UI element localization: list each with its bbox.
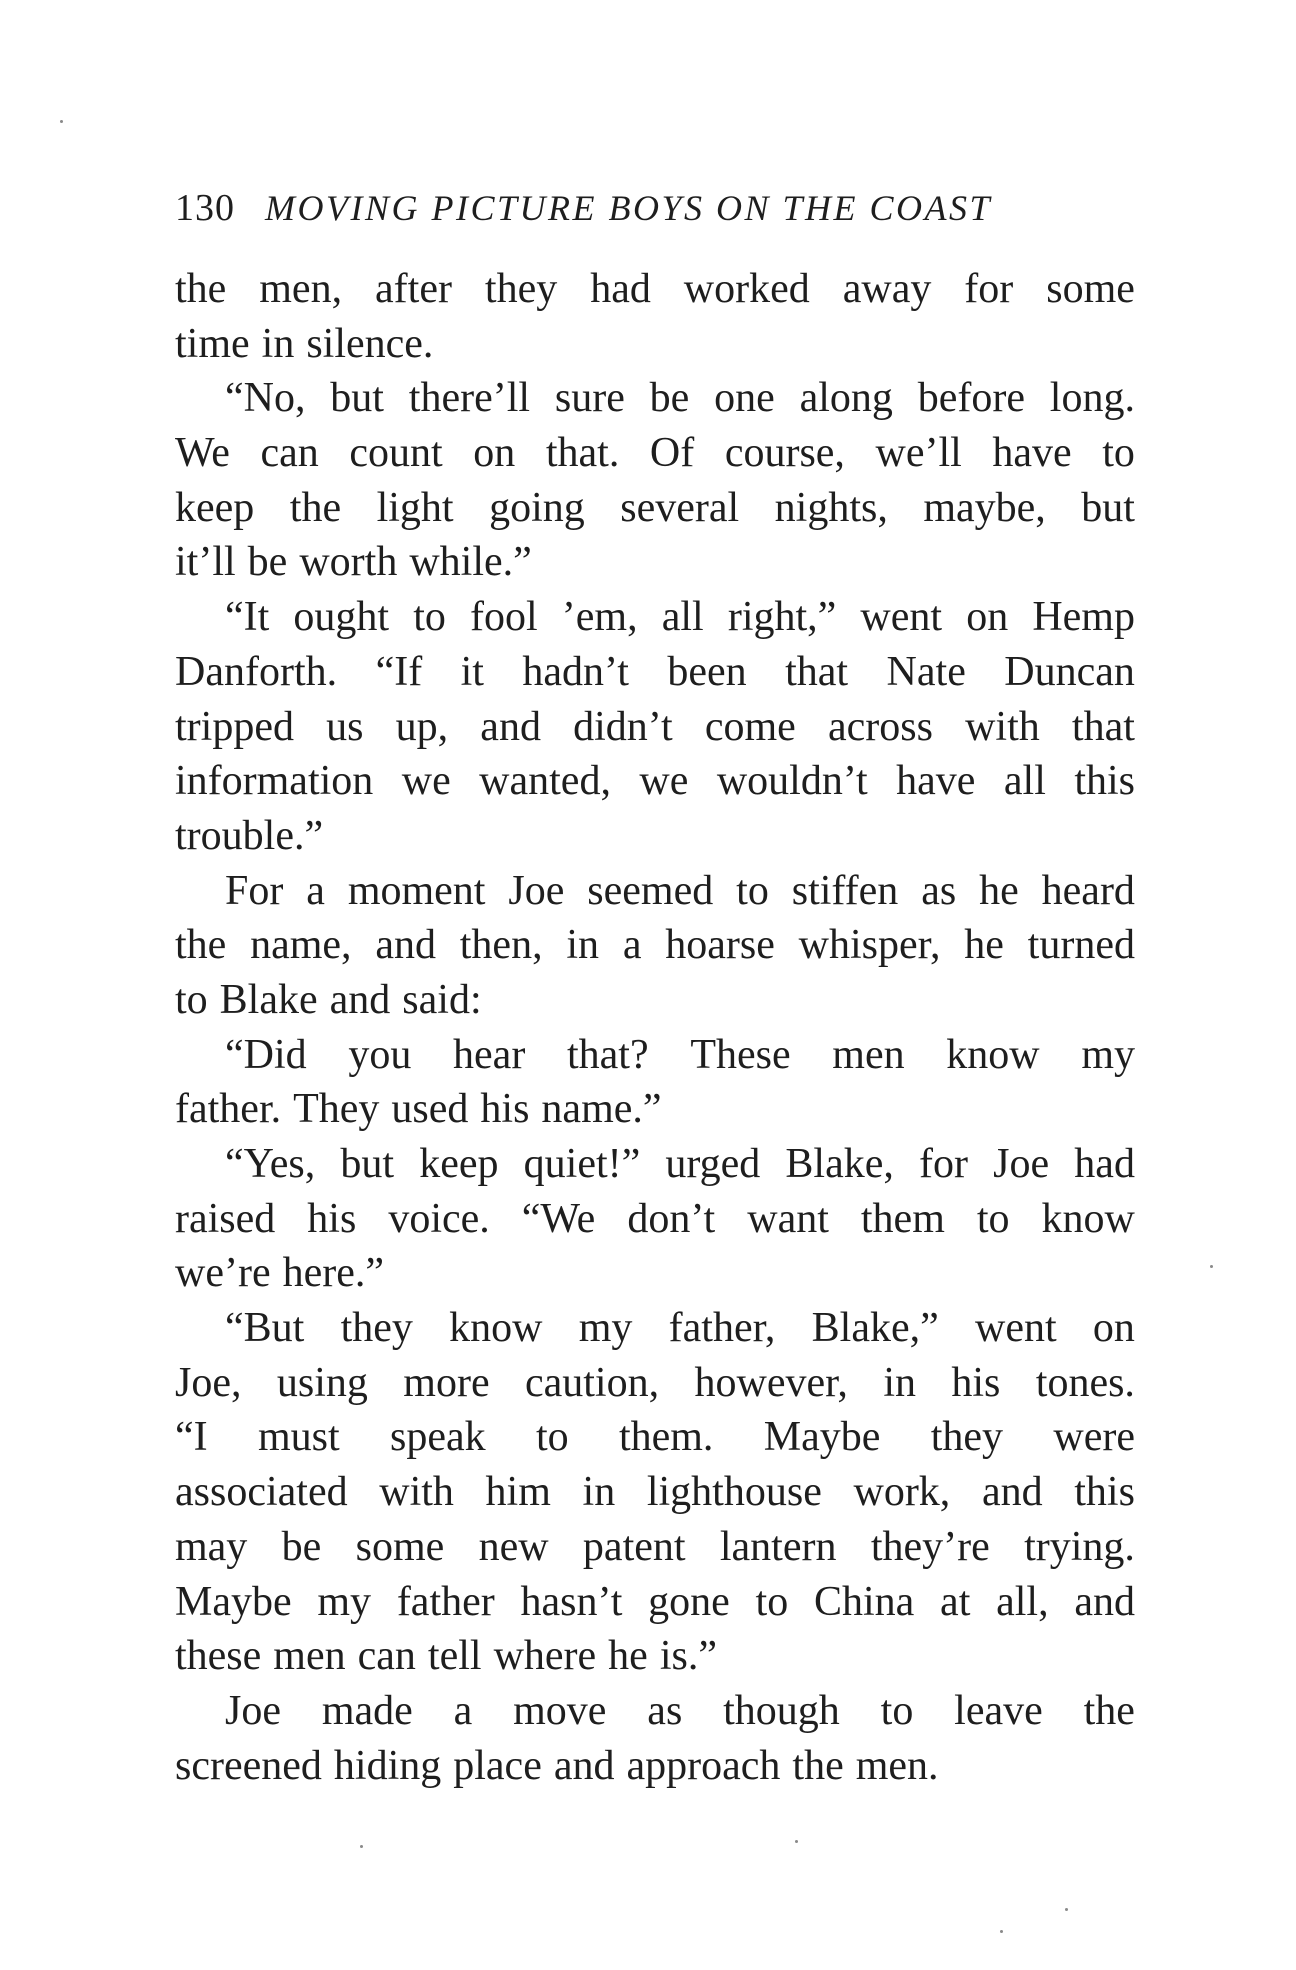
word: hasn’t (520, 1578, 623, 1625)
word: with (379, 1469, 454, 1516)
word: worth (299, 539, 398, 586)
text-line (175, 918, 1135, 973)
word: though (723, 1687, 840, 1734)
word: men. (855, 1742, 939, 1789)
word: “Did (225, 1031, 307, 1078)
word: them. (618, 1414, 714, 1461)
word: ’em, (561, 594, 638, 641)
word: my (1081, 1031, 1135, 1078)
word: he (964, 922, 1004, 969)
word: father (396, 1578, 495, 1625)
word: wanted, (479, 758, 611, 805)
word: this (1074, 1469, 1135, 1516)
word: you (348, 1031, 412, 1078)
word: they (484, 266, 558, 312)
word: fool (470, 594, 538, 641)
text-line (175, 1246, 1135, 1301)
word: know (1041, 1195, 1135, 1242)
word: may (175, 1523, 248, 1570)
word: they (340, 1305, 413, 1352)
word: “Yes, (225, 1141, 316, 1187)
word: “But (225, 1305, 305, 1352)
word: sure (554, 375, 625, 422)
word: it’ll (175, 539, 236, 586)
word: some (1046, 266, 1135, 312)
word: my (578, 1305, 633, 1352)
word: time (175, 320, 250, 367)
word: “If (375, 648, 423, 695)
text-line (175, 864, 1135, 919)
word: however, (694, 1359, 848, 1406)
word: hear (453, 1031, 526, 1078)
word: we (401, 758, 451, 805)
word: quiet!” (523, 1141, 641, 1187)
word: maybe, (923, 484, 1046, 531)
word: them (860, 1195, 945, 1242)
word: Hemp (1032, 594, 1135, 641)
word: while.” (409, 539, 532, 586)
word: where (493, 1633, 597, 1680)
word: on (473, 430, 516, 477)
word: for (919, 1141, 969, 1187)
word: silence. (306, 320, 434, 367)
word: “No, (225, 375, 306, 422)
word: be (281, 1523, 322, 1570)
word: up, (395, 703, 449, 750)
text-line (175, 590, 1135, 645)
word: across (827, 703, 933, 750)
word: Joe (225, 1687, 281, 1734)
word: information (175, 758, 374, 805)
word: all, (996, 1578, 1049, 1625)
word: several (620, 484, 740, 531)
word: his (307, 1195, 357, 1242)
word: that? (567, 1031, 649, 1078)
text-line (175, 535, 1135, 590)
word: we (639, 758, 689, 805)
word: can (357, 1633, 416, 1680)
word: and (329, 976, 391, 1023)
word: name, (250, 922, 352, 969)
word: caution, (524, 1359, 660, 1406)
word: name.” (541, 1086, 662, 1133)
word: to (736, 867, 769, 914)
word: the (175, 266, 227, 312)
word: know (449, 1305, 543, 1352)
page-number: 130 (175, 187, 235, 229)
book-title: MOVING PICTURE BOYS ON THE COAST (265, 188, 993, 228)
word: hiding (333, 1742, 442, 1789)
word: gone (648, 1578, 730, 1625)
word: for (964, 266, 1014, 312)
word: voice. (388, 1195, 490, 1242)
word: Duncan (1004, 648, 1135, 695)
word: and (480, 703, 541, 750)
word: they (930, 1414, 1004, 1461)
word: it (460, 648, 484, 695)
word: work, (853, 1469, 951, 1516)
word: Of (649, 430, 695, 477)
word: away (842, 266, 932, 312)
word: trouble.” (175, 812, 324, 859)
word: had (1074, 1141, 1135, 1187)
word: to (755, 1578, 789, 1625)
word: before (917, 375, 1025, 422)
word: us (326, 703, 364, 750)
word: course, (724, 430, 845, 477)
word: said: (402, 976, 482, 1023)
word: new (478, 1523, 549, 1570)
word: turned (1027, 922, 1135, 969)
word: but (340, 1141, 395, 1187)
word: lantern (719, 1523, 837, 1570)
word: count (349, 430, 443, 477)
word: at (940, 1578, 971, 1625)
word: For (225, 867, 284, 914)
word: Blake, (785, 1141, 894, 1187)
word: “It (225, 594, 270, 641)
text-line (175, 973, 1135, 1028)
word: using (276, 1359, 368, 1406)
text-line (175, 700, 1135, 755)
word: They (293, 1086, 380, 1133)
word: didn’t (573, 703, 673, 750)
word: lighthouse (646, 1469, 822, 1516)
word: there’ll (408, 375, 531, 422)
word: but (1081, 484, 1135, 531)
word: men (832, 1031, 905, 1078)
word: “I (175, 1414, 208, 1461)
word: and (981, 1469, 1043, 1516)
word: heard (1041, 867, 1135, 914)
word: urged (665, 1141, 761, 1187)
text-line (175, 1356, 1135, 1411)
word: keep (419, 1141, 499, 1187)
word: come (704, 703, 796, 750)
word: used (391, 1086, 469, 1133)
word: then, (459, 922, 543, 969)
text-line (175, 1739, 1135, 1794)
word: and (375, 922, 436, 969)
word: Blake (219, 976, 318, 1023)
word: tell (427, 1633, 482, 1680)
word: is.” (659, 1633, 717, 1680)
word: and (553, 1742, 615, 1789)
word: this (1074, 758, 1135, 805)
word: know (946, 1031, 1040, 1078)
word: a (453, 1687, 473, 1734)
word: some (355, 1523, 445, 1570)
word: in (883, 1359, 916, 1406)
word: trying. (1024, 1523, 1135, 1570)
word: to (880, 1687, 914, 1734)
text-line (175, 754, 1135, 809)
text-line (175, 1575, 1135, 1630)
word: that (1071, 703, 1135, 750)
text-line (175, 809, 1135, 864)
text-line (175, 1410, 1135, 1465)
word: we’re (175, 1250, 271, 1297)
word: light (376, 484, 454, 531)
word: These (690, 1031, 791, 1078)
text-line (175, 1684, 1135, 1739)
word: Blake,” (811, 1305, 939, 1352)
word: along (799, 375, 893, 422)
word: don’t (627, 1195, 716, 1242)
word: after (375, 266, 452, 312)
word: associated (175, 1469, 348, 1516)
word: that (785, 648, 849, 695)
text-line (175, 1465, 1135, 1520)
word: father. (175, 1086, 282, 1133)
word: moment (347, 867, 486, 914)
word: be (247, 539, 288, 586)
word: all (1003, 758, 1046, 805)
word: Joe (508, 867, 565, 914)
word: went (860, 594, 943, 641)
word: my (317, 1578, 372, 1625)
word: men, (259, 266, 343, 312)
text-line (175, 1192, 1135, 1247)
word: hadn’t (522, 648, 629, 695)
word: can (260, 430, 319, 477)
word: keep (175, 484, 255, 531)
word: must (257, 1414, 340, 1461)
word: as (921, 867, 957, 914)
word: father, (668, 1305, 776, 1352)
word: to (413, 594, 446, 641)
text-line (175, 426, 1135, 481)
word: stiffen (791, 867, 899, 914)
word: with (965, 703, 1040, 750)
word: one (714, 375, 775, 422)
word: want (747, 1195, 829, 1242)
word: have (992, 430, 1072, 477)
body-text (175, 262, 1135, 1793)
text-line (175, 1520, 1135, 1575)
word: a (306, 867, 325, 914)
word: to (1102, 430, 1135, 477)
word: made (321, 1687, 413, 1734)
word: him (485, 1469, 551, 1516)
word: have (896, 758, 976, 805)
word: Danforth. (175, 648, 338, 695)
word: to (175, 976, 208, 1023)
running-head (175, 182, 1095, 234)
text-line (175, 645, 1135, 700)
word: but (330, 375, 384, 422)
word: nights, (774, 484, 888, 531)
word: tripped (175, 703, 294, 750)
word: long. (1049, 375, 1135, 422)
word: went (975, 1305, 1057, 1352)
word: move (513, 1687, 607, 1734)
word: more (403, 1359, 490, 1406)
text-line (175, 371, 1135, 426)
word: China (813, 1578, 915, 1625)
word: on (1092, 1305, 1135, 1352)
word: the (1083, 1687, 1135, 1734)
word: had (590, 266, 651, 312)
text-line (175, 1082, 1135, 1137)
word: in (261, 320, 295, 367)
word: that. (545, 430, 620, 477)
text-line (175, 1301, 1135, 1356)
word: the (792, 1742, 844, 1789)
word: his (480, 1086, 530, 1133)
word: “We (521, 1195, 596, 1242)
word: seemed (587, 867, 714, 914)
word: Joe, (175, 1359, 242, 1406)
word: going (489, 484, 585, 531)
word: these (175, 1633, 262, 1680)
word: Joe (993, 1141, 1050, 1187)
word: he (608, 1633, 648, 1680)
word: here.” (282, 1250, 385, 1297)
word: raised (175, 1195, 276, 1242)
word: patent (582, 1523, 686, 1570)
text-line (175, 1137, 1135, 1192)
text-line (175, 1028, 1135, 1083)
word: tones. (1035, 1359, 1135, 1406)
word: were (1053, 1414, 1135, 1461)
word: they’re (870, 1523, 990, 1570)
word: be (649, 375, 690, 422)
word: speak (389, 1414, 486, 1461)
word: to (535, 1414, 569, 1461)
text-line (175, 262, 1135, 317)
word: ought (293, 594, 390, 641)
word: a (622, 922, 642, 969)
word: in (566, 922, 600, 969)
word: We (175, 430, 230, 477)
word: leave (954, 1687, 1043, 1734)
word: Maybe (763, 1414, 881, 1461)
word: screened (175, 1742, 322, 1789)
word: Maybe (175, 1578, 292, 1625)
word: all (661, 594, 704, 641)
word: the (175, 922, 227, 969)
word: on (966, 594, 1009, 641)
word: the (289, 484, 342, 531)
word: his (951, 1359, 1001, 1406)
word: in (582, 1469, 616, 1516)
word: worked (683, 266, 810, 312)
word: he (979, 867, 1019, 914)
word: and (1074, 1578, 1135, 1625)
word: approach (626, 1742, 781, 1789)
word: whisper, (798, 922, 941, 969)
text-line (175, 1629, 1135, 1684)
word: been (667, 648, 747, 695)
word: place (453, 1742, 542, 1789)
word: men (273, 1633, 346, 1680)
word: as (647, 1687, 683, 1734)
word: Nate (886, 648, 966, 695)
word: we’ll (875, 430, 962, 477)
word: to (976, 1195, 1010, 1242)
text-line (175, 317, 1135, 372)
word: wouldn’t (716, 758, 868, 805)
word: right,” (727, 594, 837, 641)
word: hoarse (665, 922, 775, 969)
text-line (175, 481, 1135, 536)
